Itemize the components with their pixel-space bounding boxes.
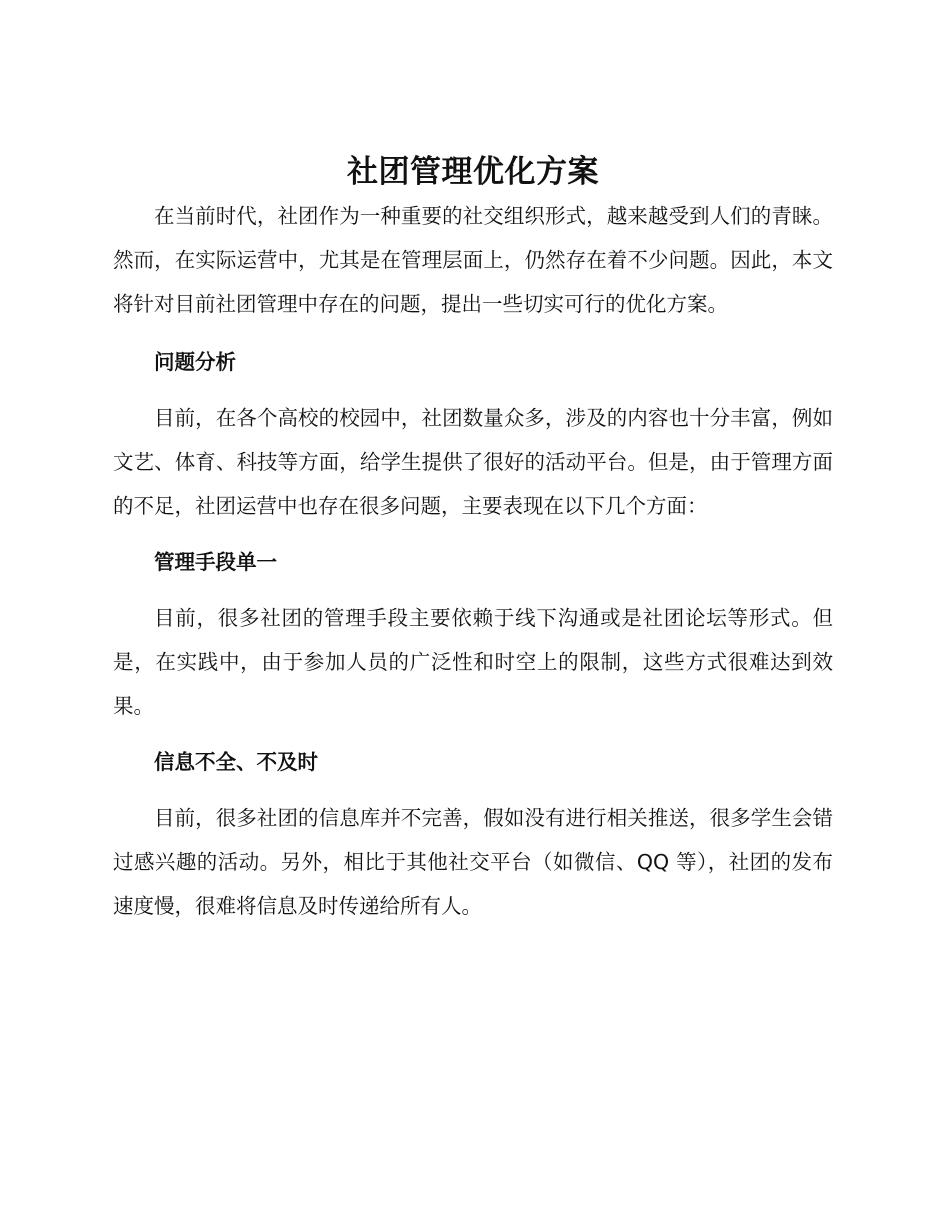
section-paragraph-problem-analysis: 目前，在各个高校的校园中，社团数量众多，涉及的内容也十分丰富，例如文艺、体育、科技等方面，给学生提供了很好的活动平台。但是，由于管理方面的不足，社团运营中也存在很多问题，主要表现在以下几个方面： <box>113 406 833 518</box>
section-heading-single-management-method: 管理手段单一 <box>154 550 277 574</box>
spacer <box>113 728 833 740</box>
spacer <box>113 528 833 540</box>
spacer <box>113 784 833 796</box>
document-title: 社团管理优化方案 <box>347 154 599 190</box>
document-body <box>113 150 833 928</box>
section-heading-incomplete-information: 信息不全、不及时 <box>154 750 318 774</box>
intro-paragraph: 在当前时代，社团作为一种重要的社交组织形式，越来越受到人们的青睐。然而，在实际运营中，尤其是在管理层面上，仍然存在着不少问题。因此，本文将针对目前社团管理中存在的问题，提出一些切实可行的优化方案。 <box>113 204 833 316</box>
section-heading-problem-analysis: 问题分析 <box>154 350 236 374</box>
section-paragraph-single-management-method: 目前，很多社团的管理手段主要依赖于线下沟通或是社团论坛等形式。但是，在实践中，由于参加人员的广泛性和时空上的限制，这些方式很难达到效果。 <box>113 606 833 718</box>
spacer <box>113 384 833 396</box>
spacer <box>113 326 833 340</box>
section-paragraph-incomplete-information: 目前，很多社团的信息库并不完善，假如没有进行相关推送，很多学生会错过感兴趣的活动。另外，相比于其他社交平台（如微信、QQ 等），社团的发布速度慢，很难将信息及时传递给所有人。 <box>113 806 833 918</box>
spacer <box>113 584 833 596</box>
